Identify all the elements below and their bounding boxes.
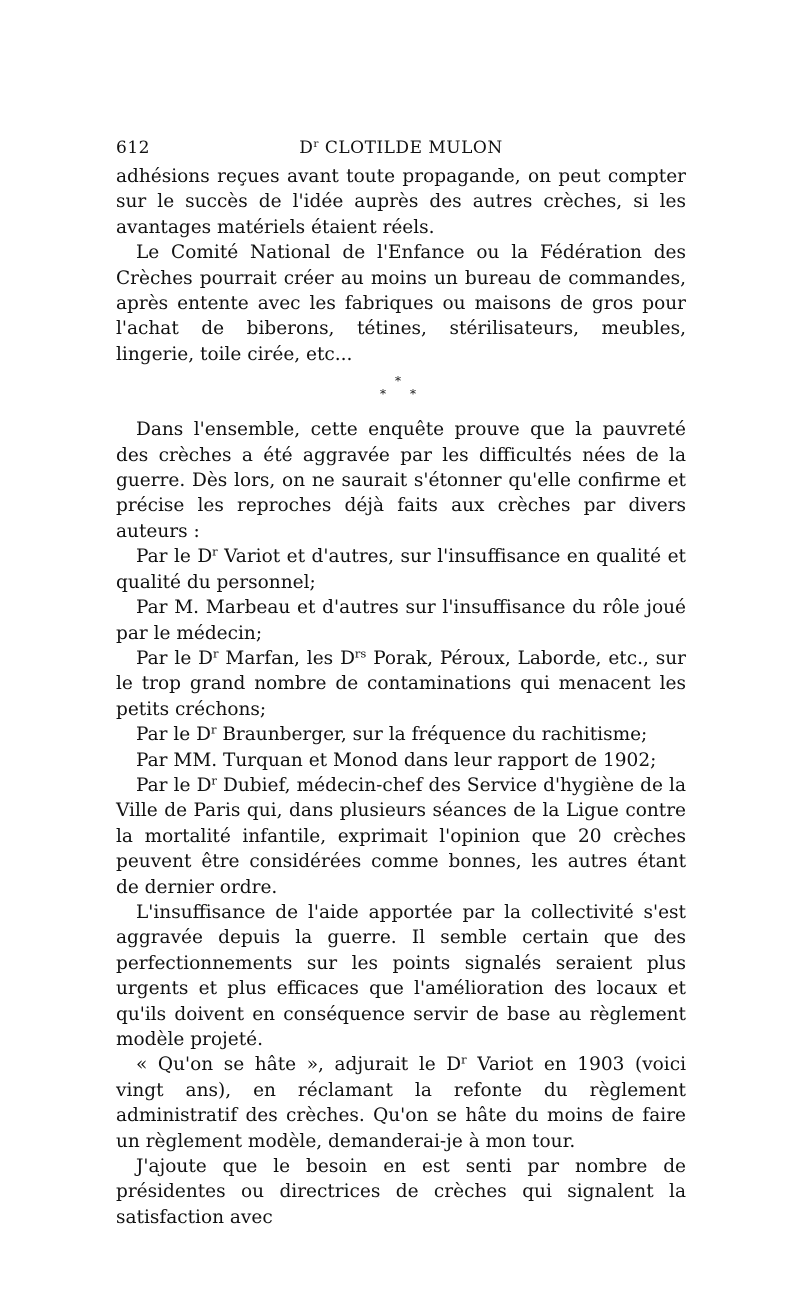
book-page — [116, 138, 686, 1230]
title-prefix: D — [299, 138, 314, 158]
title-superscript: r — [313, 138, 319, 151]
paragraph-comite-national: Le Comité National de l'Enfance ou la Fédération des Crèches pourrait créer au moins un bureau de commandes, après entente avec les fabriques ou maisons de gros pour l'achat de biberons, tétines, stérilisateurs, meubles, lingerie, toile cirée, etc... — [116, 242, 686, 365]
paragraph-braunberger: Par le $D^r$ Braunberger, sur la fréquence du rachitisme; — [136, 722, 648, 746]
paragraph-jajoute: J'ajoute que le besoin en est senti par nombre de présidentes ou directrices de crèches qui signalent la satisfaction avec — [116, 1156, 686, 1228]
paragraph-quon-se-hate: « Qu'on se hâte », adjurait le $D^r$ Variot en 1903 (voici vingt ans), en réclamant la refonte du règlement administratif des crèches. Qu'on se hâte du moins de faire un règlement modèle, demanderai-je à mon tour. — [116, 1053, 686, 1152]
paragraph-dubief: Par le $D^r$ Dubief, médecin-chef des Service d'hygiène de la Ville de Paris qui, dans plusieurs séances de la Ligue contre la mortalité infantile, exprimait l'opinion que 20 crèches peuvent être considérées comme bonnes, les autres étant de dernier ordre. — [116, 773, 686, 898]
paragraph-continued: adhésions reçues avant toute propagande, on peut compter sur le succès de l'idée auprès des autres crèches, si les avantages matériels étaient réels. — [116, 166, 686, 238]
paragraph-marbeau: Par M. Marbeau et d'autres sur l'insuffisance du rôle joué par le médecin; — [116, 597, 686, 644]
paragraph-variot: Par le $D^r$ Variot et d'autres, sur l'insuffisance en qualité et qualité du personnel; — [116, 544, 686, 593]
page-body — [116, 164, 686, 1230]
paragraph-insuffisance-aide: L'insuffisance de l'aide apportée par la collectivité s'est aggravée depuis la guerre. Il semble certain que des perfectionnements sur les points signalés seraient plus urgents et plus efficaces que l'amélioration des locaux et qu'ils doivent en conséquence servir de base au règlement modèle projeté. — [116, 901, 686, 1050]
paragraph-ensemble: Dans l'ensemble, cette enquête prouve que la pauvreté des crèches a été aggravée par les difficultés nées de la guerre. Dès lors, on ne saurait s'étonner qu'elle confirme et précise les reproches déjà faits aux crèches par divers auteurs : — [116, 419, 686, 542]
asterism-star-top: * — [395, 374, 401, 389]
running-title — [116, 138, 686, 158]
page-number: 612 — [116, 138, 150, 158]
asterism-star-left: * — [380, 387, 386, 402]
paragraph-turquan-monod: Par MM. Turquan et Monod dans leur rapport de 1902; — [136, 749, 657, 771]
running-head — [116, 138, 686, 164]
section-asterism — [116, 367, 686, 417]
paragraph-marfan: Par le $D^r$ Marfan, les $D^{rs}$ Porak, Péroux, Laborde, etc., sur le trop grand nombre de contaminations qui menacent les petits créchons; — [116, 646, 686, 720]
title-name: CLOTILDE MULON — [318, 138, 503, 158]
asterism-star-right: * — [410, 387, 416, 402]
